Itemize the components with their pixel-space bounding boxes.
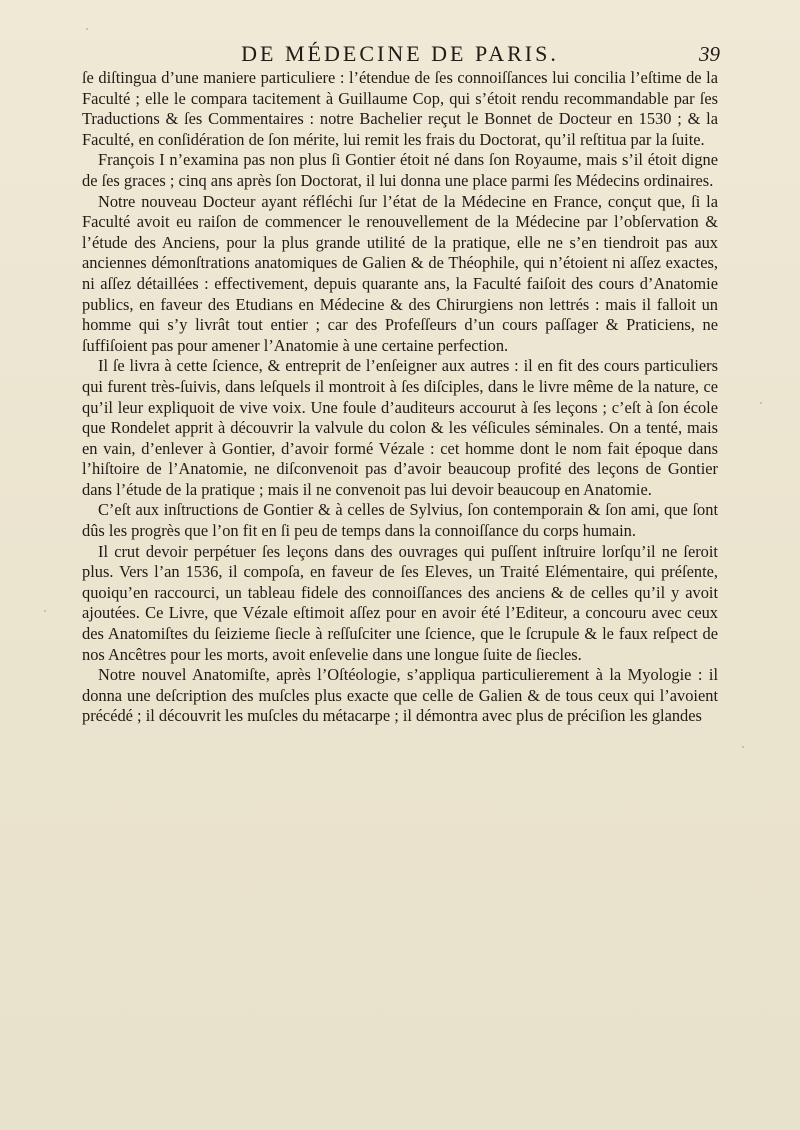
- paper-speck: [760, 402, 762, 404]
- running-head: DE MÉDECINE DE PARIS.: [241, 41, 559, 66]
- paragraph-7: Notre nouvel Anatomiſte, après l’Oſtéologie, s’appliqua particulierement à la Myologie : il donna une deſcription des muſcles plus exacte que celle de Galien & de tous ceux qui l’avoient précédé ; il découvrit les muſcles du métacarpe ; il démontra avec plus de préciſion les glandes: [82, 665, 718, 726]
- paragraph-2: François I n’examina pas non plus ſi Gontier étoit né dans ſon Royaume, mais s’il étoit digne de ſes graces ; cinq ans après ſon Doctorat, il lui donna une place parmi ſes Médecins ordinaires.: [82, 150, 718, 190]
- body-text: [82, 68, 718, 727]
- page-header: [80, 38, 720, 70]
- paragraph-4: Il ſe livra à cette ſcience, & entreprit de l’enſeigner aux autres : il en fit des cours particuliers qui furent très-ſuivis, dans leſquels il montroit à ſes diſciples, dans le livre même de la nature, ce qu’il leur expliquoit de vive voix. Une foule d’auditeurs accourut à ſes leçons ; c’eſt à ſon école que Rondelet apprit à découvrir la valvule du colon & les véſicules séminales. On a tenté, mais en vain, d’enlever à Gontier, d’avoir formé Vézale : cet homme dont le nom fait époque dans l’hiſtoire de l’Anatomie, ne diſconvenoit pas d’avoir beaucoup profité des leçons de Gontier dans l’étude de la pratique ; mais il ne convenoit pas lui devoir beaucoup en Anatomie.: [82, 356, 718, 499]
- paper-speck: [44, 610, 46, 612]
- paper-speck: [742, 746, 744, 748]
- paragraph-1: ſe diſtingua d’une maniere particuliere : l’étendue de ſes connoiſſances lui concilia l’eſtime de la Faculté ; elle le compara tacitement à Guillaume Cop, qui s’étoit rendu recommandable par ſes Traductions & ſes Commentaires : notre Bachelier reçut le Bonnet de Docteur en 1530 ; & la Faculté, en conſidération de ſon mérite, lui remit les frais du Doctorat, qu’il reſtitua par la ſuite.: [82, 68, 718, 149]
- paragraph-3: Notre nouveau Docteur ayant réfléchi ſur l’état de la Médecine en France, conçut que, ſi la Faculté avoit eu raiſon de commencer le renouvellement de la Médecine par l’obſervation & l’étude des Anciens, pour la plus grande utilité de la pratique, elle ne s’en tiendroit pas aux anciennes démonſtrations anatomiques de Galien & de Théophile, qui n’étoient ni aſſez exactes, ni aſſez détaillées : effectivement, depuis quarante ans, la Faculté faiſoit des cours d’Anatomie publics, en faveur des Etudians en Médecine & des Chirurgiens non lettrés : mais il falloit un homme qui s’y livrât tout entier ; car des Profeſſeurs d’un cours paſſager & Praticiens, ne ſuffiſoient pas pour amener l’Anatomie à une certaine perfection.: [82, 191, 718, 355]
- paragraph-6: Il crut devoir perpétuer ſes leçons dans des ouvrages qui puſſent inſtruire lorſqu’il ne ſeroit plus. Vers l’an 1536, il compoſa, en faveur de ſes Eleves, un Traité Elémentaire, qui préſente, quoiqu’en raccourci, un tableau fidele des connoiſſances des anciens & de celles qu’il y avoit ajoutées. Ce Livre, que Vézale eſtimoit aſſez pour en avoir été l’Editeur, a concouru avec ceux des Anatomiſtes du ſeizieme ſiecle à reſſuſciter une ſcience, que le ſcrupule & le faux reſpect de nos Ancêtres pour les morts, avoit enſevelie dans une longue ſuite de ſiecles.: [82, 541, 718, 664]
- paper-speck: [86, 28, 88, 30]
- page-number: 39: [699, 42, 720, 66]
- paragraph-5: C’eſt aux inſtructions de Gontier & à celles de Sylvius, ſon contemporain & ſon ami, que ſont dûs les progrès que l’on fit en ſi peu de temps dans la connoiſſance du corps humain.: [82, 500, 718, 541]
